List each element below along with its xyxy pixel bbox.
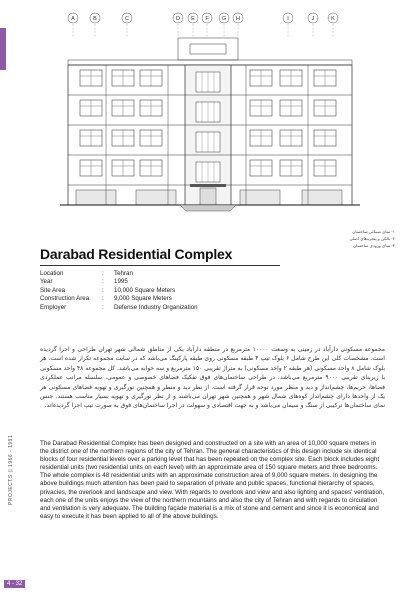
grid-label: A <box>71 16 75 22</box>
grid-label: G <box>221 16 227 22</box>
spec-row <box>40 304 198 312</box>
entrance-door <box>200 188 216 205</box>
parking-opening <box>136 190 176 205</box>
spec-colon: : <box>102 303 104 311</box>
spec-colon: : <box>102 270 104 277</box>
legend-item: ۱- نمای شمالی ساختمان <box>352 229 395 234</box>
spec-row <box>40 270 198 278</box>
spec-label: Site Area <box>40 286 66 294</box>
drawing-legend <box>270 228 395 249</box>
spec-label: Location <box>40 270 64 277</box>
grid-label: J <box>311 16 315 22</box>
entrance-canopy <box>190 184 226 187</box>
parapet <box>68 60 352 65</box>
grid-label: E <box>191 16 195 22</box>
side-strip <box>0 0 14 600</box>
spec-colon: : <box>102 295 104 303</box>
grid-label: I <box>287 16 289 22</box>
section-label: PROJECTS || 1966 - 1991 <box>8 434 14 505</box>
grid-label: H <box>236 16 240 22</box>
page-number: 4 - 32 <box>4 580 25 588</box>
spec-colon: : <box>102 278 104 286</box>
entrance-steps <box>180 205 236 211</box>
spec-value: Defense Industry Organization <box>114 303 198 311</box>
spec-row <box>40 278 198 286</box>
spec-value: 9,000 Square Meters <box>114 295 172 303</box>
project-specs <box>40 270 198 312</box>
english-description: The Darabad Residential Complex has been designed and constructed on a site with an area of 10,000 square meters in the district one of the northern regions of the city of Tehran. The general characteristics of this design include six identical blocks of four residential levels over a parking level that has been repeated on the complex site. Each block includes eight residential units (two residential units on each level) with an approximate area of 150 square meters and three bedrooms. The whole complex is 48 residential units with an approximate construction area of 9,000 square meters. In designing the above buildings much attention has been paid to separation of private and public spaces, functional hierarchy of spaces, privacies, the overlook and landscape and view. With regards to overlook and view and also lighting and spaces' ventilation, each one of the units enjoys the view of the northern mountains and also the city of Tehran and with regards to circulation and ventilation is very adequate. The building façade material is a mix of stone and cement and since it is economical and easy to execute it has been applied to all of the above buildings. <box>40 440 385 520</box>
spec-row <box>40 295 198 303</box>
spec-value: Tehran <box>114 270 133 277</box>
elevation-drawing <box>40 8 380 218</box>
persian-description: مجموعه مسکونی دارآباد در زمینی به وسعت ۱۰۰۰۰ مترمربع در منطقه دارآباد یکی از مناطق شمالی شهر تهران طراحی و اجرا گردیده است. مشخصات کلی این طرح شامل ۶ بلوک تیپ ۴ طبقه مسکونی روی طبقه پارکینگ می‌باشد که در سایت مجموعه تکرار شده است. هر بلوک شامل ۸ واحد مسکونی (هر طبقه ۲ واحد مسکونی) به متراژ تقریبی ۱۵۰ مترمربع و سه خوابه می‌باشد. کل مجموعه ۴۸ واحد مسکونی با زیربنای تقریبی ۹۰۰۰ مترمربع می‌باشد. در طراحی ساختمان‌های فوق تفکیک فضاهای خصوصی و عمومی، سلسله مراتب عملکردی فضاها، حریم‌ها، چشم‌انداز و دید و منظر مورد توجه قرار گرفته است. از نظر دید و منظر و همچنین نورگیری و تهویه فضاهای مسکونی هر یک از واحدها دارای چشم‌انداز کوه‌های شمال شهر و همچنین شهر تهران می‌باشند و از نظر نورگیری و تهویه بسیار مناسب هستند. جنس نمای ساختمان‌ها ترکیبی از سنگ و سیمان می‌باشد و به جهت اقتصادی و سهولت در اجرا ساختمان‌های فوق به صورت تیپ اجرا گردیده‌اند. <box>40 346 386 410</box>
legend-item: ۳- نمای ورودی ساختمان <box>353 243 395 248</box>
building-elevation <box>60 38 360 211</box>
spec-colon: : <box>102 286 104 294</box>
spec-label: Year <box>40 278 53 286</box>
spec-value: 1995 <box>114 278 128 286</box>
tower-window <box>190 44 226 54</box>
section-accent-bar <box>0 28 6 70</box>
grid-label: F <box>205 16 209 22</box>
spec-value: 10,000 Square Meters <box>114 286 176 294</box>
grid-label: D <box>176 16 180 22</box>
grid-label: K <box>331 16 335 22</box>
roof-tower <box>178 38 238 60</box>
spec-row <box>40 287 198 295</box>
title-underline <box>40 265 280 266</box>
grid-labels <box>68 13 338 38</box>
grid-label: C <box>125 16 129 22</box>
legend-item: ۲- بالکن و پنجره‌های اصلی <box>349 236 395 241</box>
parking-opening <box>76 190 116 205</box>
grid-label: B <box>93 16 97 22</box>
spec-label: Employer <box>40 303 67 311</box>
spec-label: Construction Area <box>40 295 90 303</box>
project-title: Darabad Residential Complex <box>40 246 233 262</box>
